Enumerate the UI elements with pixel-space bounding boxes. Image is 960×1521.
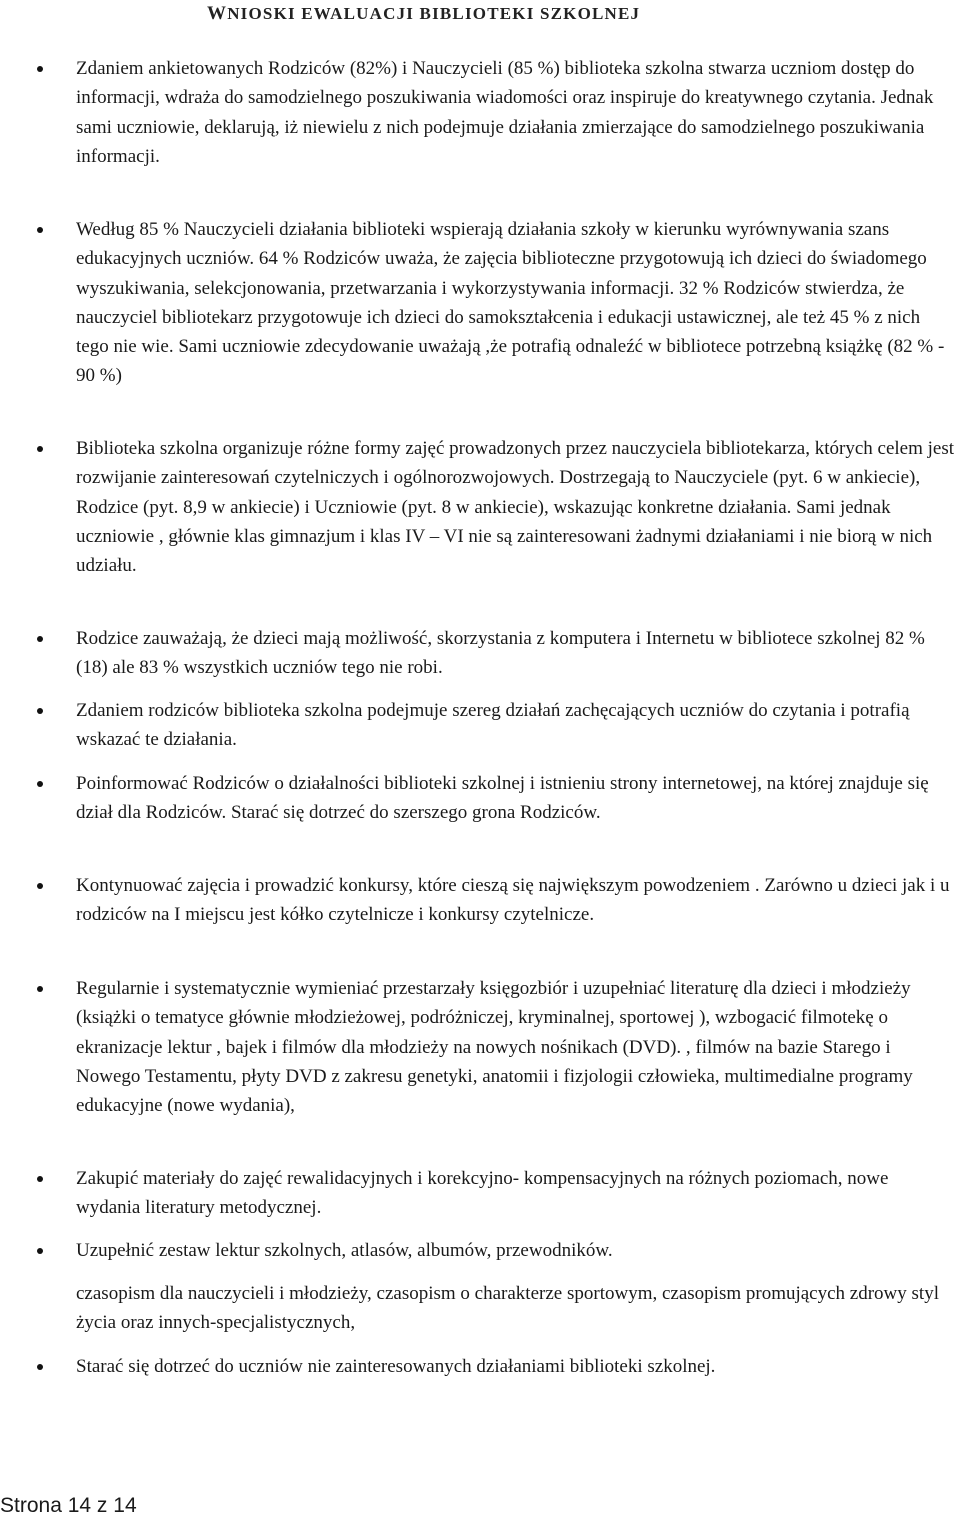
- list-item-text: Uzupełnić zestaw lektur szkolnych, atlasów, albumów, przewodników.: [76, 1240, 613, 1261]
- list-item-text: Zdaniem ankietowanych Rodziców (82%) i Nauczycieli (85 %) biblioteka szkolna stwarza uczniom dostęp do informacji, wdraża do samodzielnego poszukiwania wiadomości oraz inspiruje do kreatywnego czytania. Jednak sami uczniowie, deklarują, iż niewielu z nich podejmuje działania zmierzające do samodzielnego poszukiwania informacji.: [76, 58, 934, 167]
- list-item-text: Biblioteka szkolna organizuje różne formy zajęć prowadzonych przez nauczyciela bibliotekarza, których celem jest rozwijanie zainteresowań czytelniczych i ogólnorozwojowych. Dostrzegają to Nauczyciele (pyt. 6 w ankiecie), Rodzice (pyt. 8,9 w ankiecie) i Uczniowie (pyt. 8 w ankiecie), wskazując konkretne działania. Sami jednak uczniowie , głównie klas gimnazjum i klas IV – VI nie są zainteresowani żadnymi działaniami i nie biorą w nich udziału.: [76, 438, 955, 577]
- bullet-icon: [37, 986, 43, 992]
- bullet-icon: [37, 636, 43, 642]
- list-item-text: Kontynuować zajęcia i prowadzić konkursy, które cieszą się największym powodzeniem . Zarówno u dzieci jak i u rodziców na I miejscu jest kółko czytelnicze i konkursy czytelnicze.: [76, 875, 950, 926]
- list-item: [76, 871, 956, 930]
- bullet-icon: [37, 708, 43, 714]
- bullet-icon: [37, 1248, 43, 1254]
- periodicals-paragraph: czasopism dla nauczycieli i młodzieży, czasopism o charakterze sportowym, czasopism promujących zdrowy styl życia oraz innych-specjalistycznych,: [76, 1283, 939, 1334]
- list-item: [76, 54, 956, 171]
- bullet-icon: [37, 1364, 43, 1370]
- list-item-text: Zdaniem rodziców biblioteka szkolna podejmuje szereg działań zachęcających uczniów do czytania i potrafią wskazać te działania.: [76, 700, 910, 751]
- list-item-text: Zakupić materiały do zajęć rewalidacyjnych i korekcyjno- kompensacyjnych na różnych poziomach, nowe wydania literatury metodycznej.: [76, 1168, 889, 1219]
- page-footer: [0, 1494, 137, 1518]
- list-item: [76, 624, 956, 683]
- bullet-icon: [37, 446, 43, 452]
- list-item-text: Rodzice zauważają, że dzieci mają możliwość, skorzystania z komputera i Internetu w bibliotece szkolnej 82 % (18) ale 83 % wszystkich uczniów tego nie robi.: [76, 628, 925, 679]
- list-item: [76, 1164, 956, 1223]
- list-item-text: Według 85 % Nauczycieli działania biblioteki wspierają działania szkoły w kierunku wyrównywania szans edukacyjnych uczniów. 64 % Rodziców uważa, że zajęcia biblioteczne przygotowują ich dzieci do świadomego wyszukiwania, selekcjonowania, przetwarzania i wykorzystywania informacji. 32 % Rodziców stwierdza, że nauczyciel bibliotekarz przygotowuje ich dzieci do samokształcenia i edukacji ustawicznej, ale też 45 % z nich tego nie wie. Sami uczniowie zdecydowanie uważają ,że potrafią odnaleźć w bibliotece potrzebną książkę (82 % - 90 %): [76, 219, 945, 387]
- list-item: [76, 696, 956, 755]
- list-item-text: Poinformować Rodziców o działalności biblioteki szkolnej i istnieniu strony internetowej, na której znajduje się dział dla Rodziców. Starać się dotrzeć do szerszego grona Rodziców.: [76, 773, 929, 824]
- bullet-icon: [37, 66, 43, 72]
- list-item: [76, 1352, 956, 1381]
- list-item: [76, 215, 956, 391]
- list-item-text: Regularnie i systematycznie wymieniać przestarzały księgozbiór i uzupełniać literaturę dla dzieci i młodzieży (książki o tematyce głównie młodzieżowej, podróżniczej, kryminalnej, sportowej ), wzbogacić filmotekę o ekranizacje lektur , bajek i filmów dla młodzieży na nowych nośnikach (DVD). , filmów na bazie Starego i Nowego Testamentu, płyty DVD z zakresu genetyki, anatomii i fizjologii człowieka, multimedialne programy edukacyjne (nowe wydania),: [76, 978, 913, 1117]
- bullet-icon: [37, 227, 43, 233]
- footer-page-total: 14: [113, 1494, 137, 1517]
- footer-label: Strona: [0, 1494, 62, 1517]
- bullet-icon: [37, 781, 43, 787]
- list-item: [76, 974, 956, 1120]
- list-item: [76, 434, 956, 580]
- page-title-initial: W: [207, 3, 228, 24]
- bullet-icon: [37, 1176, 43, 1182]
- list-item: [76, 1236, 956, 1265]
- list-item: [76, 769, 956, 828]
- page-title: [207, 3, 640, 25]
- bullet-icon: [37, 883, 43, 889]
- page-title-rest: NIOSKI EWALUACJI BIBLIOTEKI SZKOLNEJ: [227, 4, 641, 23]
- footer-page-current: 14: [67, 1494, 92, 1517]
- footer-sep: z: [96, 1494, 108, 1517]
- list-item-text: Starać się dotrzeć do uczniów nie zainteresowanych działaniami biblioteki szkolnej.: [76, 1356, 716, 1377]
